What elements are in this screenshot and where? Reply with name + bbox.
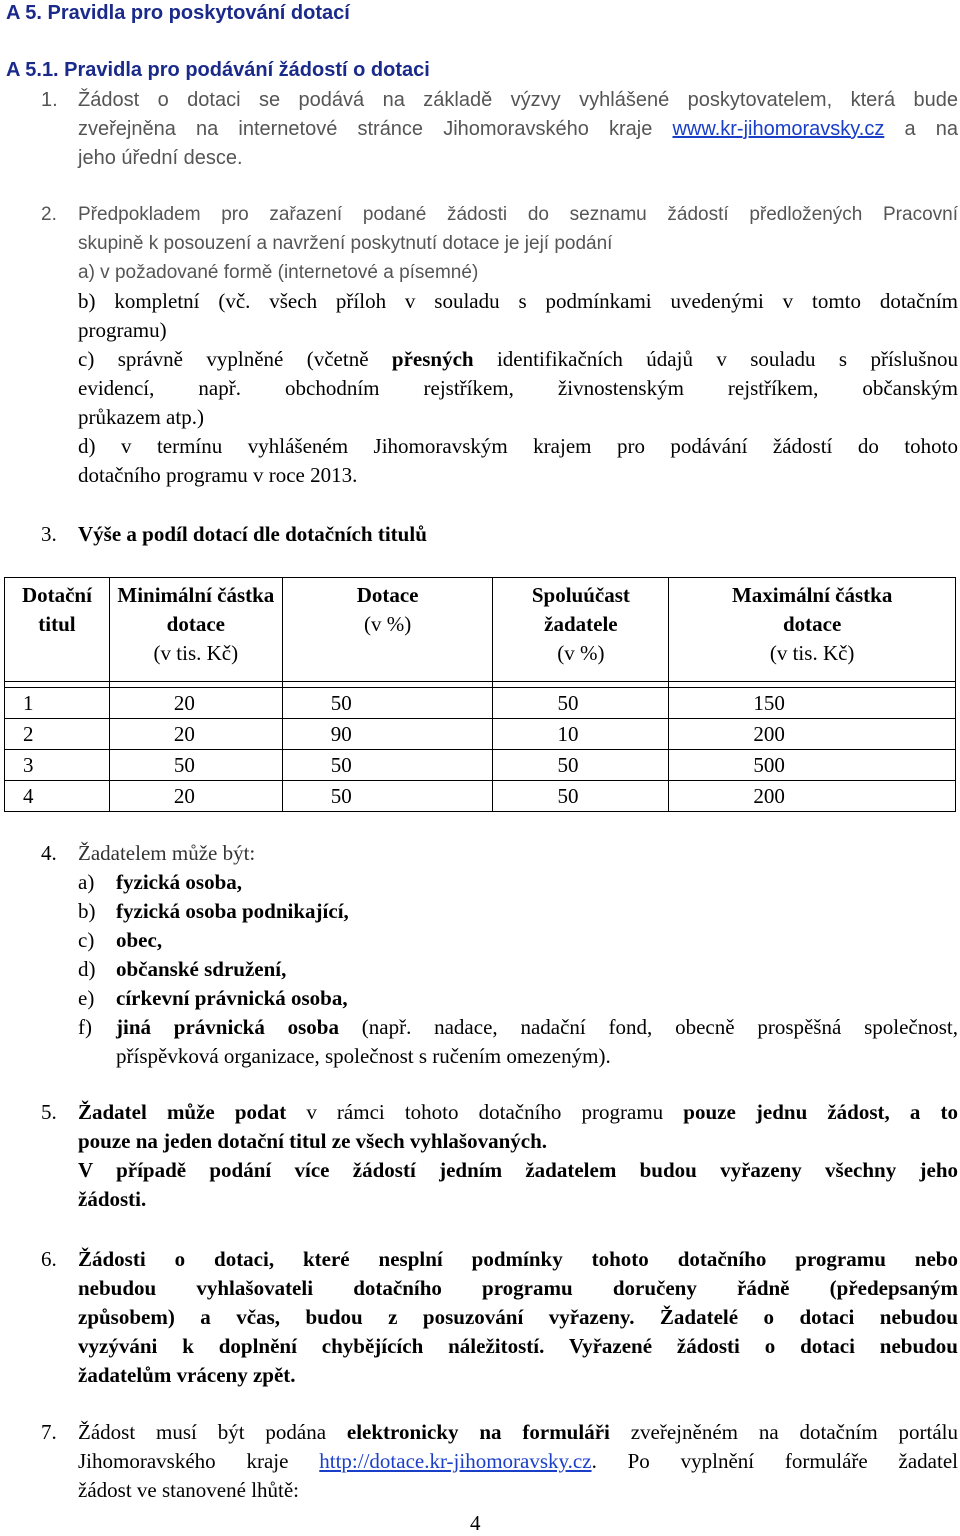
item-4-point: c) obec,: [78, 928, 163, 952]
item-2-line: Předpokladem pro zařazení podané žádosti do seznamu žádostí předložených Pracovní: [78, 204, 958, 225]
table-row: [5, 719, 956, 750]
item-1: [41, 86, 958, 173]
table-row: [5, 781, 956, 812]
item-6-line: nebudou vyhlašovateli dotačního programu doručeny řádně (předepsaným: [78, 1276, 958, 1300]
section-title: A 5. Pravidla pro poskytování dotací: [6, 2, 350, 24]
table-cell: 200: [669, 781, 956, 812]
item-2-point-b-cont: programu): [78, 318, 167, 342]
table-header: Maximální částka dotace (v tis. Kč): [669, 578, 956, 682]
item-2-point-a: a) v požadované formě (internetové a písemné): [78, 262, 479, 283]
item-2-line: skupině k posouzení a navržení poskytnutí dotace je její podání: [78, 233, 613, 254]
table-cell: 50: [282, 750, 493, 781]
item-1-number: 1.: [41, 89, 58, 111]
item-4-point-f: f) jiná právnická osoba (např. nadace, nadační fond, obecně prospěšná společnost,: [78, 1015, 959, 1039]
item-5: [41, 1098, 958, 1214]
table-cell: 3: [5, 750, 110, 781]
table-header-row: [5, 578, 956, 682]
subsidy-table: [4, 577, 956, 812]
item-6-line: Žádosti o dotaci, které nesplní podmínky tohoto dotačního programu nebo: [78, 1247, 958, 1271]
item-7-number: 7.: [41, 1420, 57, 1444]
item-4-intro: Žadatelem může být:: [78, 841, 256, 865]
item-2-point-b: b) kompletní (vč. všech příloh v souladu s podmínkami uvedenými v tomto dotačním: [78, 289, 958, 313]
item-5-line: V případě podání více žádostí jedním žadatelem budou vyřazeny všechny jeho: [78, 1158, 958, 1182]
table-cell: 2: [5, 719, 110, 750]
dotace-portal-link[interactable]: http://dotace.kr-jihomoravsky.cz: [319, 1449, 592, 1473]
table-cell: 50: [493, 781, 669, 812]
table-cell: 50: [109, 750, 282, 781]
table-row: [5, 688, 956, 719]
table-row: [5, 750, 956, 781]
item-6-line: způsobem) a včas, budou z posuzování vyřazeny. Žadatelé o dotaci nebudou: [78, 1305, 958, 1329]
table-cell: 500: [669, 750, 956, 781]
item-5-line: pouze na jeden dotační titul ze všech vyhlašovaných.: [78, 1129, 548, 1153]
item-2-point-d: d) v termínu vyhlášeném Jihomoravským krajem pro podávání žádostí do tohoto: [78, 434, 958, 458]
page-number: 4: [470, 1511, 481, 1535]
item-4-point: b) fyzická osoba podnikající,: [78, 899, 349, 923]
kraj-website-link[interactable]: www.kr-jihomoravsky.cz: [672, 118, 885, 140]
item-5-line: žádosti.: [78, 1187, 147, 1211]
item-1-line: Žádost o dotaci se podává na základě výzvy vyhlášené poskytovatelem, která bude: [78, 89, 958, 111]
item-7: [41, 1418, 958, 1505]
item-4-point: e) církevní právnická osoba,: [78, 986, 348, 1010]
table-cell: 50: [493, 688, 669, 719]
item-4-point: d) občanské sdružení,: [78, 957, 287, 981]
table-cell: 10: [493, 719, 669, 750]
table-cell: 50: [282, 781, 493, 812]
item-7-line: Jihomoravského kraje http://dotace.kr-jihomoravsky.cz. Po vyplnění formuláře žadatel: [78, 1449, 958, 1473]
item-6-number: 6.: [41, 1247, 57, 1271]
table-cell: 50: [493, 750, 669, 781]
section-subtitle: A 5.1. Pravidla pro podávání žádostí o dotaci: [6, 59, 430, 81]
item-2-points: [78, 287, 958, 490]
table-cell: 4: [5, 781, 110, 812]
table-cell: 1: [5, 688, 110, 719]
table-cell: 200: [669, 719, 956, 750]
item-7-line: žádost ve stanovené lhůtě:: [78, 1478, 300, 1502]
item-6: [41, 1245, 958, 1390]
item-2: [41, 200, 958, 287]
item-3-title: Výše a podíl dotací dle dotačních titulů: [78, 522, 427, 546]
table-cell: 20: [109, 719, 282, 750]
item-3: [41, 520, 427, 549]
item-4-point: a) fyzická osoba,: [78, 870, 242, 894]
item-4-number: 4.: [41, 841, 57, 865]
item-4: [41, 839, 958, 1071]
item-3-number: 3.: [41, 522, 57, 546]
item-6-line: žadatelům vráceny zpět.: [78, 1363, 296, 1387]
item-7-line: Žádost musí být podána elektronicky na formuláři zveřejněném na dotačním portálu: [78, 1420, 958, 1444]
table-cell: 50: [282, 688, 493, 719]
item-4-point-f-cont: příspěvková organizace, společnost s ručením omezeným).: [116, 1044, 611, 1068]
item-1-line: jeho úřední desce.: [78, 147, 243, 169]
table-cell: 90: [282, 719, 493, 750]
table-header: Dotační titul: [5, 578, 110, 682]
item-5-line: Žadatel může podat v rámci tohoto dotačního programu pouze jednu žádost, a to: [78, 1100, 958, 1124]
item-5-number: 5.: [41, 1100, 57, 1124]
item-2-point-d-cont: dotačního programu v roce 2013.: [78, 463, 358, 487]
table-cell: 20: [109, 781, 282, 812]
table-header: Minimální částka dotace (v tis. Kč): [109, 578, 282, 682]
item-2-point-c-cont: evidencí, např. obchodním rejstříkem, živnostenským rejstříkem, občanským: [78, 376, 958, 400]
item-2-number: 2.: [41, 204, 57, 225]
table-header: Dotace (v %): [282, 578, 493, 682]
item-6-line: vyzýváni k doplnění chybějících náležitostí. Vyřazené žádosti o dotaci nebudou: [78, 1334, 958, 1358]
table-header: Spoluúčast žadatele (v %): [493, 578, 669, 682]
table-cell: 20: [109, 688, 282, 719]
item-1-line: zveřejněna na internetové stránce Jihomoravského kraje www.kr-jihomoravsky.cz a na: [78, 118, 958, 140]
item-2-point-c: c) správně vyplněné (včetně přesných identifikačních údajů v souladu s příslušnou: [78, 347, 958, 371]
table-cell: 150: [669, 688, 956, 719]
item-2-point-c-cont: průkazem atp.): [78, 405, 204, 429]
